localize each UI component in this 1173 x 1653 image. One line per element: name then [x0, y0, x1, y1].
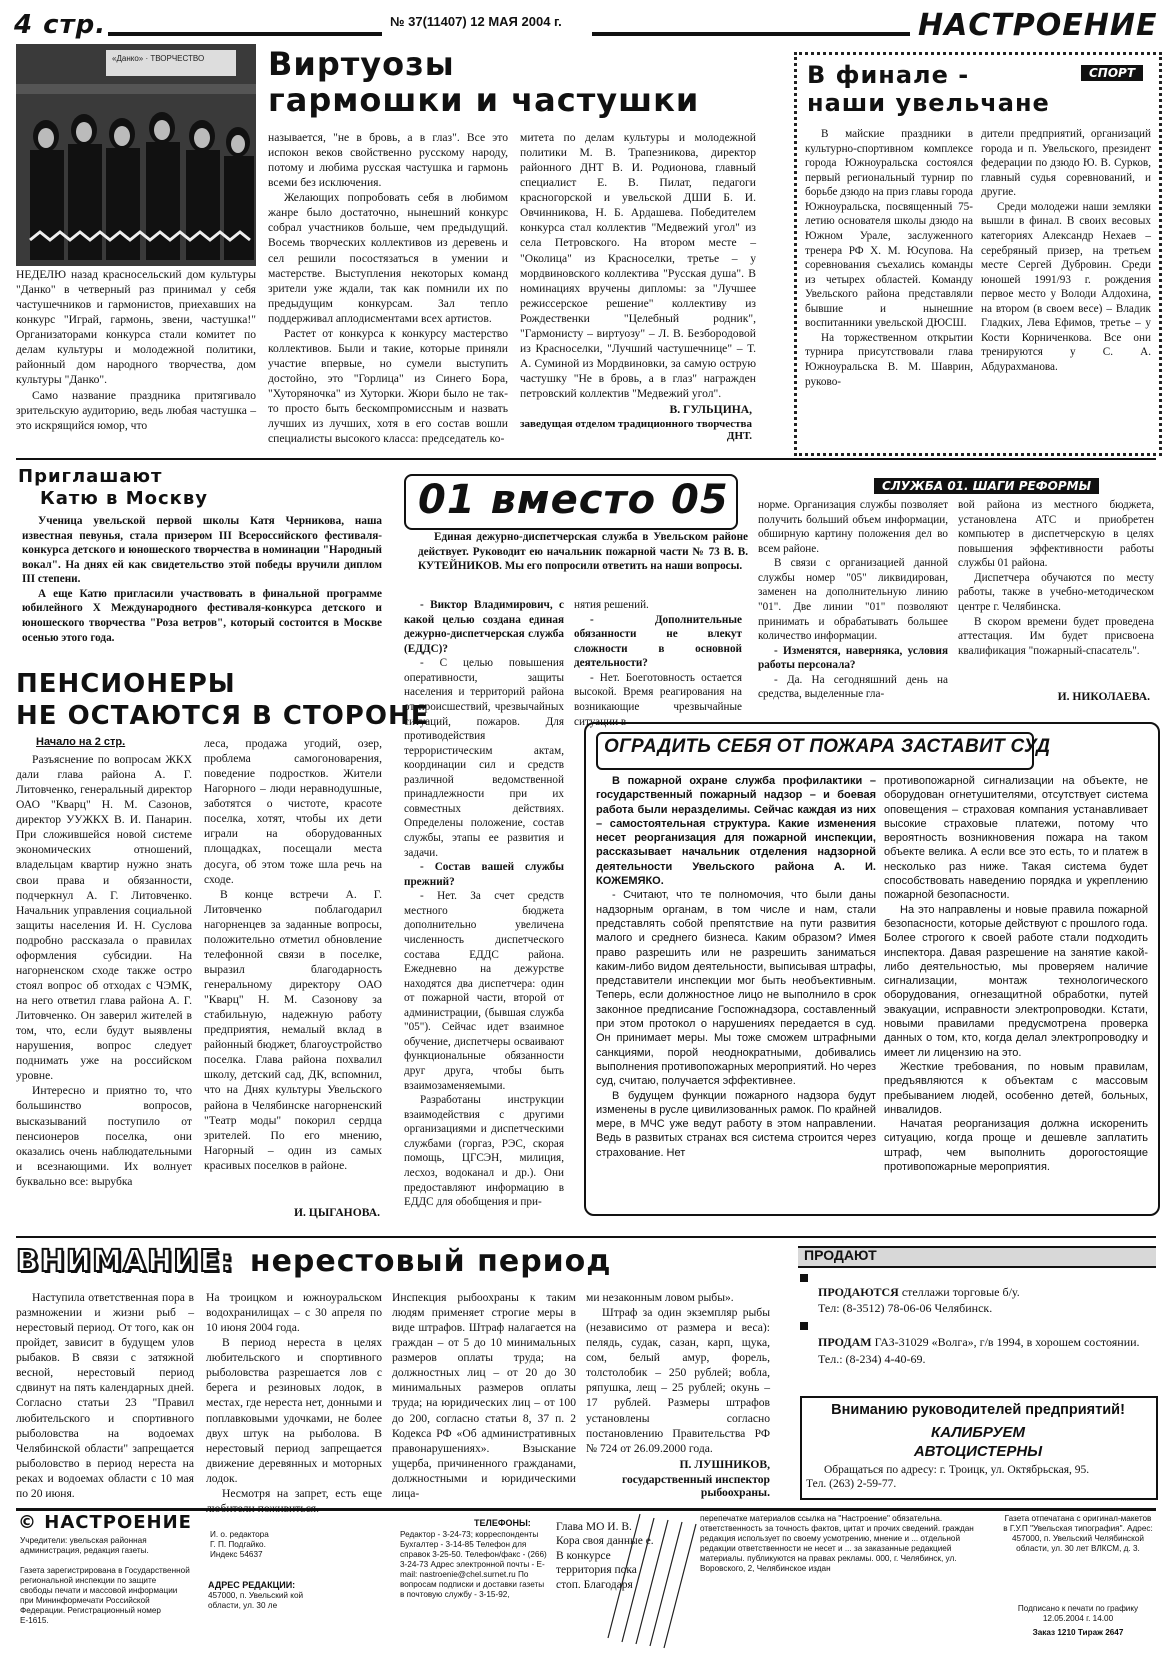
ad-1-text: стеллажи торговые б/у. [901, 1285, 1020, 1299]
virtuosos-col-1 [16, 267, 256, 450]
spawning-col-1 [16, 1290, 194, 1500]
paragraph: - Состав вашей службы прежний? [404, 861, 564, 888]
issue-info: № 37(11407) 12 МАЯ 2004 г. [390, 14, 562, 29]
ad-1 [818, 1284, 1148, 1316]
service01-col-1 [404, 598, 564, 1208]
paragraph: В конце встречи А. Г. Литовченко поблагодарил нагорненцев за заданные вопросы, положительно отметил обновление телефонной связи в поселке, выразил благодарность генеральному директору ОАО "Кварц" Н. М. Сазонову за стабильную, надежную работу предприятия, немалый вклад в районный бюджет, благоустройство поселка. Глава района похвалил школу, детский сад, ДК, вспомнил, что на Днях культуры Увельского района в Челябинске нагорненский "Театр моды" покорил сердца зрителей. По его мнению, Нагорный – один из самых красивых поселков в районе. [204, 887, 382, 1172]
paragraph: В скором времени будет проведена аттестация. Им будет присвоена квалификация "пожарный-спасатель". [958, 615, 1154, 657]
pensioners-title-line1: ПЕНСИОНЕРЫ [16, 669, 236, 699]
paragraph: В период нереста в целях любительского и спортивного рыболовства разрешается лов с берега и резиновых лодок, в местах, где нереста нет, донными и поплавковыми удочками, не более двух штук на рыболова. В нерестовый период запрещается движение деревянных и моторных лодок. [206, 1336, 382, 1485]
footer-address-text: 457000, п. Увельский кой области, ул. 30 ле [208, 1590, 304, 1610]
finale-col-2 [981, 127, 1151, 447]
virtuosos-title-line1: Виртуозы [268, 45, 455, 83]
performers-photo [16, 44, 256, 266]
ads-header: ПРОДАЮТ [804, 1247, 877, 1263]
pensioners-col-1 [16, 752, 192, 1222]
paragraph: В связи с организацией данной службы номер "05" ликвидирован, заменен на дополнительную линию "01". Две линии "01" позволяют принимать и обрабатывать большее количество информации. [758, 557, 948, 643]
paragraph: Диспетчера обучаются по месту работы, также в учебно-методическом центре г. Челябинска. [958, 571, 1154, 613]
spawning-title-word2: нерестовый период [249, 1244, 612, 1279]
paragraph: - С целью повышения оперативности, защиты населения и территорий района от происшествий, чрезвычайных ситуаций, пожаров. Для противодействия террористическим актам, координации сил и средств различной ведомственной принадлежности при их совместных действиях. Определены положение, состав службы, этапы ее развития и задачи. [404, 657, 564, 859]
paragraph: противопожарной сигнализации на объекте, не оборудован огнетушителями, отсутствует система оповещения – страховая компания устанавливает высокие страховые платежи, потому что вероятность возникновения пожара на таком объекте велика. А если все это есть, то и платеж в несколько раз ниже. Такая система будет способствовать наведению порядка и укреплению пожарной безопасности. [884, 775, 1148, 902]
ad-1-title: ПРОДАЮТСЯ [818, 1285, 899, 1299]
ad-2-text: ГАЗ-31029 «Волга», г/в 1994, в хорошем состоянии. [874, 1335, 1140, 1349]
footer-printed: Газета отпечатана с оригинал-макетов в Г.У.П "Увельская типография". Адрес: 457000, п. Увельский Челябинской области, ул. 30 лет ВЛКСМ, д. 3. [1003, 1514, 1153, 1553]
ad-box-phone: Тел. (263) 2-59-77. [806, 1478, 897, 1490]
paragraph: называется, "не в бровь, а в глаз". Все это испокон веков свойственно русскому народу, потому и любима русская частушка и гармонь всеми без исключения. [268, 131, 508, 190]
pensioners-start-note: Начало на 2 стр. [36, 736, 126, 748]
paragraph: На торжественном открытии турнира присутствовали глава Южноуральска В. М. Шаврин, руково- [805, 331, 973, 388]
footer-editor-name: Г. П. Подгайко. [210, 1540, 266, 1549]
footer-logo-text: НАСТРОЕНИЕ [44, 1512, 192, 1533]
paragraph: Штраф за один экземпляр рыбы (независимо от размера и веса): пелядь, судак, сазан, карп, щука, сом, белый амур, форель, толстолобик – 250 рублей; вобла, ряпушка, лещ – 25 рублей; окунь – 17 рублей. Размеры штрафов установлены согласно постановлению Правительства РФ № 724 от 26.09.2000 года. [586, 1306, 770, 1455]
paragraph: дители предприятий, организаций города и п. Увельского, президент федерации по дзюдо Ю. В. Сурков, главный судья соревнований, и другие. [981, 128, 1151, 199]
virtuosos-title [268, 46, 699, 118]
katya-body [22, 514, 382, 654]
paragraph: Единая дежурно-диспетчерская служба в Увельском районе действует. Руководит ею начальник пожарной части № 73 В. В. КУТЕЙНИКОВ. Мы его попросили ответить на наши вопросы. [418, 531, 748, 573]
paragraph: - Виктор Владимирович, с какой целью создана единая дежурно-диспетчерская служба (ЕДДС)? [404, 599, 564, 655]
katya-title-line2: Катю в Москву [40, 488, 209, 509]
footer-address [208, 1580, 324, 1611]
spawning-title-word1: ВНИМАНИЕ: [16, 1244, 234, 1279]
footer-address-label: АДРЕС РЕДАКЦИИ: [208, 1580, 296, 1590]
paragraph: - Считают, что те полномочия, что были даны надзорным органам, в том числе и нам, стали представлять собой препятствие на пути развития малого и среднего бизнеса. Каким образом? Имея право разрешить или не разрешить заниматься каким-либо видом деятельности, выписывая штрафы, представители инспекции мог быть необъективным. Теперь, если должностное лицо не выполнило в срок законное предписание Госпожнадзора, составленный при этом протокол о нарушениях передается в суд. Он принимает меры. Мы тоже сможем штрафными санкциями, порой неоднократными, добивались выполнения противопожарных мероприятий. Но через суд, считаю, получается эффективнее. [596, 889, 877, 1088]
service01-col-4 [958, 498, 1154, 684]
ad-box-address: Обращаться по адресу: г. Троицк, ул. Октябрьская, 95. [824, 1464, 1090, 1476]
paragraph: Желающих попробовать себя в любимом жанре было достаточно, нынешний конкурс собрал участников больше, чем предыдущий. Восемь творческих коллективов из деревень и сел решили посостязаться в умении и мастерстве. Выступления некоторых команд зрители уже ждали, так как помнили их по предыдущим конкурсам. Зал тепло поддерживал аплодисментами всех артистов. [268, 191, 508, 325]
paper-name: НАСТРОЕНИЕ [918, 8, 1158, 43]
pensioners-signature: И. ЦЫГАНОВА. [293, 1206, 380, 1219]
finale-title-line2: наши увельчане [807, 89, 1050, 117]
service01-col-3 [758, 498, 948, 710]
katya-title-line1: Приглашают [18, 466, 163, 487]
fire-col-2 [884, 774, 1148, 1206]
ad-2-title: ПРОДАМ [818, 1335, 872, 1349]
paragraph: ми незаконным ловом рыбы». [586, 1291, 734, 1304]
footer-order: Заказ 1210 Тираж 2647 [1032, 1628, 1124, 1637]
pensioners-title-line2: НЕ ОСТАЮТСЯ В СТОРОНЕ [16, 701, 430, 731]
paragraph: В пожарной охране служба профилактики – государственный пожарный надзор – и боевая работа были неразделимы. Сейчас каждая из них – самостоятельная структура. Какие изменения несет реорганизация для пожарной инспекции, рассказывает начальник отделения надзорной деятельности Увельского района А. И. КОЖЕМЯКО. [596, 775, 876, 888]
virtuosos-title-line2: гармошки и частушки [268, 81, 700, 119]
sport-badge: СПОРТ [1081, 65, 1143, 81]
paragraph: вой района из местного бюджета, установлена АТС и приобретен компьютер в диспетчерскую в целях повышения эффективности работы службы 01 района. [958, 499, 1154, 570]
footer-logo [18, 1512, 192, 1533]
service01-title: 01 вместо 05 [418, 477, 729, 523]
ad-box-title: Вниманию руководителей предприятий! [831, 1402, 1125, 1418]
masthead [0, 0, 1173, 44]
pensioners-col-2 [204, 736, 382, 1200]
paragraph: Несмотря на запрет, есть еще [222, 1486, 382, 1500]
paragraph: Инспекция рыбоохраны к таким людям применяет строгие меры в виде штрафов. Штраф налагается на граждан – от 5 до 10 минимальных размеров оплаты труда; на должностных лиц – от 20 до 30 минимальных размеров оплаты труда; на юридических лиц – от 100 до 200, согласно статьи 8, 37 п. 2 Кодекса РФ «Об административных правонарушениях». Взыскание ущерба, причиненного гражданами, должностными и юридическими лица- [392, 1291, 576, 1500]
paragraph: Разработаны инструкции взаимодействия с другими организациями и диспетческими службами (горгаз, РЭС, скорая помощь, ЦГСЭН, милиция, лесхоз, водоканал и др.). Они предоставляют информацию в ЕДДС для обобщения и при- [404, 1094, 564, 1209]
ad-2 [818, 1334, 1148, 1369]
paragraph: - Нет. За счет средств местного бюджета дополнительно увеличена численность диспетческого состава ЕДДС района. Ежедневно на дежурстве находятся два диспетчера: один от пожарной части, второй от администрации, (бывшая служба "05"). Сейчас идет взаимное обучение, диспетчеры осваивают функциональные обязанности друг друга, чтобы быть взаимозаменяемыми. [404, 890, 564, 1092]
fire-title: ОГРАДИТЬ СЕБЯ ОТ ПОЖАРА ЗАСТАВИТ СУД [604, 736, 1051, 757]
footer-phones-label: ТЕЛЕФОНЫ: [474, 1518, 531, 1528]
copyright-icon: © [18, 1512, 37, 1533]
paragraph: Среди молодежи наши земляки вышли в финал. В своих весовых категориях Александр Нехаев – серебряный призер, на третьем месте Сергей Дубровин. Среди юношей 1991/93 г. рождения первое место у Володи Алдохина, на втором (в своем весе) – Владик Гладких, Лева Ефимов, третье – у Кости Корниченкова. Все они тренируются у С. А. Абдурахманова. [981, 200, 1151, 373]
paragraph: Начатая реорганизация должна искоренить ситуацию, когда проще и дешевле заплатить штраф, чем выполнить дорогостоящие противопожарные мероприятия. [884, 1118, 1148, 1174]
paragraph: Разъяснение по вопросам ЖКХ дали глава района А. Г. Литовченко, генеральный директор ОАО "Кварц" Н. М. Сазонов, директор УУЖКХ В. И. Панарин. При сложившейся новой системе экономических отношений, владельцам квартир нужно знать свои права и обязанности, подчеркнул А. Г. Литовченко. Начальник управления социальной защиты населения И. Н. Суслова подробно рассказала о правилах оформления субсидии. На нагорненском сходе также остро стоял вопрос об отходах с ЧЭМК, на него ответил глава района А. Г. Литовченко. Он заверил жителей в том, что, если будут выявлены нарушения, вопрос следует поднимать уже на российском уровне. [16, 753, 192, 1083]
footer-phones: Редактор - 3-24-73; корреспонденты Бухгалтер - 3-14-85 Телефон для справок 3-25-50. Телефон/факс - (266) 3-24-73 Адрес электронной почты - E-mail: nastroenie@chel.surnet.ru По вопросам подписки и доставки газеты в почтовую службу - 3-15-92, [400, 1530, 547, 1599]
ad-bullet-2 [800, 1322, 808, 1330]
spawning-col-4 [586, 1290, 770, 1454]
footer-founders: Учредители: увельская районная администрация, редакция газеты. [20, 1536, 149, 1555]
paragraph: Жесткие требования, по новым правилам, предъявляются к объектам с массовым пребыванием людей, особенно детей, больных, инвалидов. [884, 1060, 1148, 1116]
paragraph: норме. Организация службы позволяет получить больший объем информации, обширную картину положения дел во всем районе. [758, 499, 948, 555]
finale-title-line1: В финале - [807, 61, 970, 89]
photo-sign: «Данко» · ТВОРЧЕСТВО [112, 54, 205, 63]
footer-index: Индекс 54637 [210, 1550, 263, 1559]
spawning-col-2 [206, 1290, 382, 1500]
spawning-col-3 [392, 1290, 576, 1500]
virtuosos-signature: В. ГУЛЬЦИНА, [669, 403, 752, 416]
footer-editor-label: И. о. редактора [210, 1530, 269, 1539]
virtuosos-col-3 [520, 130, 756, 400]
clipping-lines-icon [600, 1508, 700, 1648]
virtuosos-signature-role: заведущая отделом традиционного творчества ДНТ. [520, 418, 752, 442]
page-number: 4 стр. [14, 10, 107, 40]
paragraph: леса, продажа угодий, озер, проблема самогоноварения, поведение подростков. Жители Нагорного – люди неравнодушные, заботятся о чистоте, красоте поселка, хотят, чтобы их дети играли на оборудованных площадках, посещали места досуга, об этом тоже шла речь на сходе. [204, 737, 382, 886]
paragraph: - Дополнительные обязанности не влекут сложности в основной деятельности? [574, 613, 742, 670]
paragraph: НЕДЕЛЮ назад красносельский дом культуры "Данко" в четверный раз принимал у себя частушечников и гармонистов, приехавших на конкурс "Играй, гармонь, звени, частушка!" Организаторами конкурса стали комитет по делам культуры и молодежной политики, районный дом народного творчества, дом культуры "Данко". [16, 268, 256, 387]
paragraph: - Да. На сегодняшний день на средства, выделенные гла- [758, 673, 948, 701]
paragraph: На троицком и южноуральском водохранилищах – с 30 апреля по 10 июня 2004 года. [206, 1291, 382, 1335]
fire-col-1 [596, 774, 876, 1206]
spawning-signature-role: государственный инспектор рыбоохраны. [622, 1473, 770, 1499]
paragraph: В майские праздники в культурно-спортивном комплексе города Южноуральска состоялся первый региональный турнир по борьбе дзюдо на приз главы города Южноуральска, посвященный 75-летию основателя школы дзюдо на Южном Урале, заслуженного тренера РФ Х. М. Юсупова. На соревнования съехались команды из четырех областей. Команду Увельского района представляли бывшие и нынешние воспитанники увельской ДЮСШ. [805, 128, 973, 330]
finale-title [807, 61, 1050, 117]
ad-box-line2: АВТОЦИСТЕРНЫ [913, 1443, 1043, 1460]
virtuosos-col-2 [268, 130, 508, 450]
paragraph: А еще Катю пригласили участвовать в финальной программе юбилейного X Международного фестиваля-конкурса детского и юношеского творчества "Роза ветров", который состоится в Москве осенью этого года. [22, 587, 382, 644]
paragraph: Наступила ответственная пора в размножении и жизни рыб – нерестовый период. От того, как он пройдет, зависит в будущем улов рыбаков. В связи с затяжной весной, нерестовый период сдвинут на пять календарных дней. Согласно статьи 23 "Правил любительского и спортивного рыболовства на водоемах Челябинской области" запрещается рыболовство в период нереста на реках и водоемах области с 10 мая по 20 июня. [16, 1291, 194, 1500]
ad-2-phone: Тел.: (8-234) 4-40-69. [818, 1352, 926, 1367]
spawning-title [16, 1244, 612, 1279]
katya-title [18, 466, 208, 510]
footer-rights: перепечатке материалов ссылка на "Настроение" обязательна. ответственность за точность фактов, цитат и прочих сведений. граждан редакция использует по своему усмотрению, мнение и ... отдельной редакции ответственности не несет и ... за заказанные редакцией материалы. публикуются на правах рекламы. 000, г. Челябинск, ул. Воровского, 2, Челябинское издан [700, 1514, 974, 1573]
paragraph: Интересно и приятно то, что большинство вопросов, высказываний поступило от пенсионеров поселка, они оказались очень наблюдательными и всезнающими. Их волнует буквально все: вырубка [16, 1084, 192, 1188]
paragraph: Ученица увельской первой школы Катя Черникова, наша известная певунья, стала призером III Всероссийского фестиваля-конкурса детского и юношеского творчества в номинации "Народный вокал". На днях ей как свидетельство этой победы вручили диплом III степени. [22, 515, 382, 586]
footer-overlay-text: Глава МО И. В. Кора своя данные е. В конкурсе территория пока стоп. Благодаря [556, 1521, 654, 1591]
tilted-clipping [600, 1508, 700, 1648]
finale-col-1 [805, 127, 973, 447]
footer-signed: Подписано к печати по графику 12.05.2004 г. 14.00 [1017, 1604, 1139, 1623]
spawning-signature: П. ЛУШНИКОВ, [679, 1458, 770, 1471]
footer-editor [210, 1530, 320, 1560]
paragraph: В будущем функции пожарного надзора будут изменены в русле цивилизованных рамок. По крайней мере, в МЧС уже ведут работу в этом направлении. Ведь в развитых странах вся система строится через страхование. Нет [596, 1089, 876, 1159]
footer-registration: Газета зарегистрирована в Государственной региональной инспекции по защите свободы печати и массовой информации при Мининформечати Российской Федерации. Регистрационный номер Е-1615. [20, 1566, 190, 1625]
paragraph: Растет от конкурса к конкурсу мастерство коллективов. Были и такие, которые приняли участие впервые, но сумели выступить достойно, это "Горлица" из Синего Бора, "Хуторяночка" из Хуторки. Жюри было не так-то просто быть бескомпромиссным и назвать лучших из лучших, хотя в его состав вошли специалисты высокого класса: председатель ко- [268, 326, 508, 446]
ad-bullet-1 [800, 1274, 808, 1282]
paragraph: Само название праздника притягивало зрительскую аудиторию, ведь любая частушка – это искрящийся юмор, что [16, 388, 256, 432]
paragraph: На это направлены и новые правила пожарной безопасности, которые действуют с прошлого года. Более строгого к своей работе стали подходить инспектора. Давая разрешение на занятие какой-либо деятельностью, мы проверяем наличие сигнализации, монтаж технологического оборудования, огнезащитной обработки, путей эвакуации, исправности электропроводки. Кстати, новыми правилами предусмотрена проверка данных о том, кто, когда делал электропроводку и имеет ли лицензию на это. [884, 903, 1148, 1059]
paragraph: - Нет. Боеготовность остается высокой. Время реагирования на возникающие чрезвычайные ситуации в [574, 671, 742, 728]
paragraph: - Изменятся, наверняка, условия работы персонала? [758, 644, 948, 672]
paragraph: митета по делам культуры и молодежной политики М. В. Трапезникова, директор районного ДНТ В. И. Родионова, главный специалист Е. В. Пилат, педагоги красногорской и увельской ДШИ Б. И. Овчинникова, Н. Б. Ардашева. Победителем конкурса стал коллектив "Медвежий угол" из села Петровского. На втором месте – "Околица" из Красноселки, третье – у мордвиновского коллектива "Русская душа". В номинациях вручены дипломы: за "Лучшее режиссерское решение" коллективу из Рождественки "Целебный родник", "Гармонисту – виртуозу" – Л. В. Безбородовой из Красноселки, "Лучший частушечнице" – Т. А. Суминой из Мордвиновки, за самую острую частушку "Не в бровь, а в глаз" награжден петровский коллектив "Медвежий угол". [520, 131, 756, 401]
service01-lead [418, 530, 748, 594]
ad-box-line1: КАЛИБРУЕМ [930, 1424, 1026, 1441]
service01-col-2 [574, 598, 742, 728]
photo-illustration [16, 44, 256, 266]
paragraph: нятия решений. [574, 599, 649, 611]
article-finale [794, 52, 1162, 456]
service01-signature: И. НИКОЛАЕВА. [1057, 690, 1150, 703]
pensioners-title [16, 668, 430, 732]
ad-1-phone: Тел: (8-3512) 78-06-06 Челябинск. [818, 1301, 993, 1316]
service01-badge: СЛУЖБА 01. ШАГИ РЕФОРМЫ [874, 478, 1099, 494]
